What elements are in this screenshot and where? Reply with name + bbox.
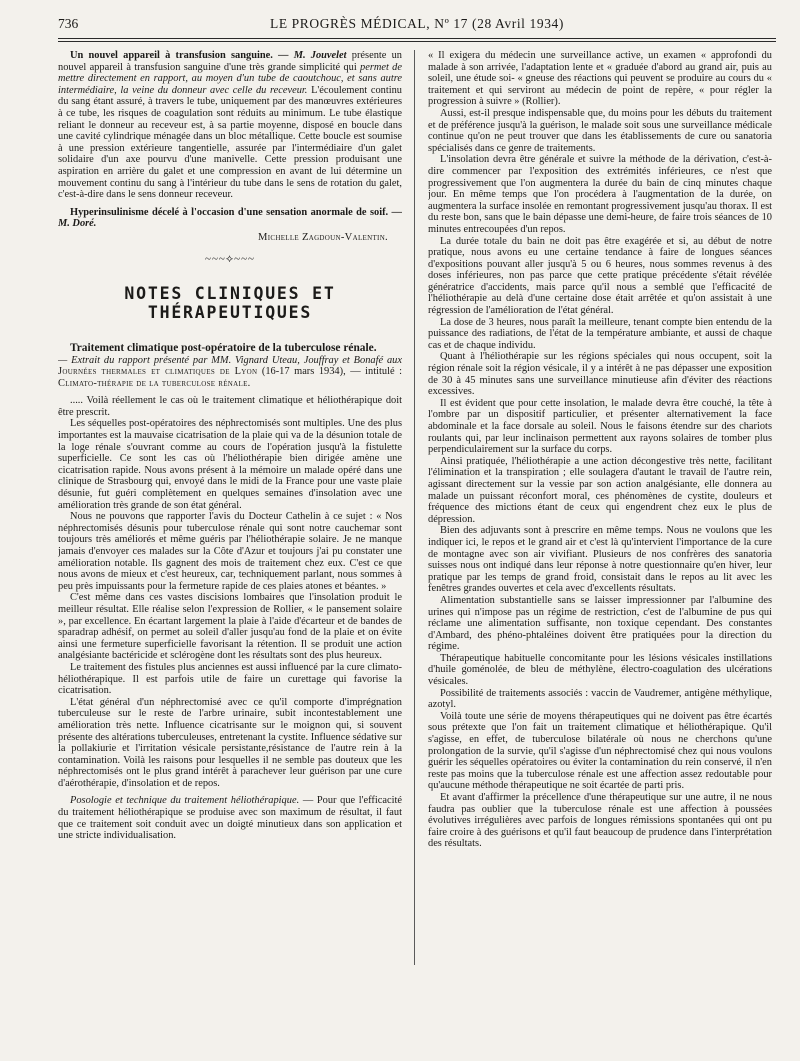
journal-page: [58, 14, 776, 1054]
item-transfusion-text-b: L'écoulement continu du sang étant assuré, à travers le tube, uniquement par des manœuvres extérieures à ce tube, les risques de coagulation sont réduits au minimum. Le tube élastique reliant le donneur au receveur est, à sa partie moyenne, disposé en boucle dans une cavité cylindrique ménagée dans un bloc métallique. Cette boucle est soumise à une pression extérieure tangentielle, assurée par l'intermédiaire d'un galet solidaire d'un axe pourvu d'une manivelle. Cette pression produisant une aspiration en arrière du galet et une compression en avant de lui détermine un mouvement continu du sang à l'intérieur du tube dans le sens de rotation du galet, c'est-à-dire dans le sens donneur receveur.: [58, 84, 402, 201]
body-paragraph: L'insolation devra être générale et suivre la méthode de la dérivation, c'est-à-dire commencer par l'exposition des extrémités inférieures, ce n'est que progressivement que l'on augmentera la durée du bain de cinq minutes chaque jour. En même temps que l'on procédera à l'augmentation de la durée, on augmentera la surface insolée en remontant progressivement jusqu'au thorax. Il est du reste bon, sans que le bain dépasse une demi-heure, de faire trois séances de 10 minutes entrecoupées d'un repos.: [428, 154, 772, 235]
item-transfusion: [58, 50, 402, 201]
body-paragraph: La durée totale du bain ne doit pas être exagérée et si, au début de notre pratique, nous avons eu une certaine tendance à faire de longues séances d'expositions pouvant aller jusqu'à 5 ou 6 heures, nous sommes revenus à des doses inférieures, non pas parce que cette pratique précédente s'était révélée génératrice d'accidents, mais parce qu'il nous a semblé que l'efficacité de l'héliothérapie au delà d'une certaine dose était arrêtée et qu'on assistait à une régression de l'amélioration de l'état général.: [428, 235, 772, 317]
body-paragraph: Ainsi pratiquée, l'héliothérapie a une action décongestive très nette, facilitant l'élimination et la transpiration ; elle soulagera d'autant le travail de l'autre rein, agissant directement sur la vessie par son action analgésiante, elle donnera au malade un puissant réconfort moral, ces phénomènes de cystite, douleurs et fréquence des mictions étant de ceux qui engendrent chez eux le plus de dépression.: [428, 455, 772, 525]
signature-text: Michelle Zagdoun-Valentin.: [258, 231, 388, 243]
header-rule: [58, 41, 776, 42]
body-paragraph: Et avant d'affirmer la précellence d'une thérapeutique sur une autre, il ne nous faudra pas oublier que la tuberculose rénale est une affection à poussées évolutives irrégulières avec parfois de longues rémissions spontanées qui ont pu faire croire à des guérisons et qu'il faut beaucoup de prudence dans l'interprétation des résultats.: [428, 792, 772, 850]
page-number: 736: [58, 16, 79, 31]
running-header: [58, 14, 776, 39]
body-paragraph: Le traitement des fistules plus anciennes est aussi influencé par la cure climato-héliothérapique. Il est parfois utile de faire un curettage qui favorise la cicatrisation.: [58, 661, 402, 697]
body-paragraph: Possibilité de traitements associés : vaccin de Vaudremer, antigène méthylique, azotyl.: [428, 687, 772, 711]
signature: [58, 232, 402, 243]
item-transfusion-title: Un nouvel appareil à transfusion sanguine.: [70, 50, 273, 61]
article-source-topic: Climato-thérapie de la tuberculose rénale.: [58, 377, 251, 389]
right-column: [428, 50, 772, 1050]
ornament-divider: ~~~⟡~~~: [205, 252, 255, 265]
article-source-italic: — Extrait du rapport présenté par MM. Vignard Uteau, Jouffray et Bonafé aux: [58, 354, 402, 366]
item-hyperinsulinisme-title: Hyperinsulinisme décelé à l'occasion d'une sensation anormale de soif.: [70, 206, 389, 218]
posologie-heading: Posologie et technique du traitement héliothérapique.: [70, 795, 300, 807]
article-source-date: (16-17 mars 1934), — intitulé :: [261, 366, 402, 378]
body-paragraph: Alimentation substantielle sans se laisser impressionner par l'albumine des urines qui n'impose pas un régime de restriction, c'est de l'albumine de pus qui réclame une alimentation suffisante, non toxique cependant. Des constantes d'Ambard, des phéno-phtaléines doivent être pratiquées pour la direction du régime.: [428, 594, 772, 653]
body-paragraph: Quant à l'héliothérapie sur les régions spéciales qui nous occupent, soit la région rénale soit la région vésicale, il y a intérêt à ne pas dépasser une exposition de 30 à 45 minutes sans une surveillance minutieuse afin d'éviter des réactions excessives.: [428, 351, 772, 398]
column-divider: [414, 50, 415, 965]
body-paragraph-posologie: [58, 795, 402, 841]
article-source-event: Journées thermales et climatiques de Lyon: [58, 366, 258, 378]
body-paragraph: Il est évident que pour cette insolation, le malade devra être couché, la tête à l'ombre par un dispositif particulier, et présenter alternativement la face abdominale et la face dorsale au soleil. Nous le faisons étendre sur des chariots roulants qui, par leur inclinaison permettent aux rayons solaires de tomber plus perpendiculairement sur la surface du corps.: [428, 397, 772, 456]
body-paragraph: Bien des adjuvants sont à prescrire en même temps. Nous ne voulons que les indiquer ici, le repos et le grand air et c'est là qu'intervient l'importance de la cure de montagne avec son air vivifiant. Plusieurs de nos confrères des sanatoria suisses nous ont indiqué dans leur réponse à notre questionnaire qu'en hiver, leur pratique par les temps de grand froid, consistait dans le repos au lit avec les fenêtres grandes ouvertes et cela avec d'excellents résultats.: [428, 525, 772, 595]
body-paragraph: Thérapeutique habituelle concomitante pour les lésions vésicales instillations d'huile goménolée, de bleu de méthylène, électro-coagulation des ulcérations vésicales.: [428, 652, 772, 688]
article-title: Traitement climatique post-opératoire de la tuberculose rénale.: [70, 341, 377, 354]
body-paragraph: C'est même dans ces vastes discisions lombaires que l'insolation produit le meilleur résultat. Elle réalise selon l'expression de Rollier, « le pansement solaire », par excellence. En écartant largement la plaie à l'aide d'écarteur et de bandes de sparadrap adhésif, on permet au soleil d'aller jusqu'au fond de la plaie et on évite ainsi une fermeture superficielle favorisant la rétention. Il se produit une action analgésiante bactéricide et sclérogène dont les résultats sont des plus heureux.: [58, 592, 402, 662]
section-title: NOTES CLINIQUES ET THÉRAPEUTIQUES: [124, 283, 336, 322]
item-hyperinsulinisme-author: — M. Doré.: [58, 206, 402, 230]
body-paragraph: Les séquelles post-opératoires des néphrectomisés sont multiples. Une des plus importantes est la mauvaise cicatrisation de la plaie qui va de la désunion totale de la loge rénale s'ouvrant comme au cours de l'opération jusqu'à la fistulette superficielle. Ce sont les cas où l'héliothérapie bien dirigée amène une cicatrisation rapide. Nous avons présent à la mémoire un malade opéré dans une clinique de Strasbourg qui, envoyé dans le midi de la France pour une vaste plaie désunie, fut guéri complètement en quelques semaines d'insolation avec une amélioration très grande de son état général.: [58, 418, 402, 511]
two-column-body: [58, 50, 776, 1050]
left-column: [58, 50, 402, 1050]
body-paragraph: « Il exigera du médecin une surveillance active, un examen « approfondi du malade à son arrivée, l'adaptation lente et « graduée d'abord au grand air, puis au soleil, une étude soi- « gneuse des réactions qui peuvent se produire au cours du « traitement et qui serviront au médecin de point de repère, « pour régler la progression à suivre » (Rollier).: [428, 50, 772, 108]
article-source: [58, 355, 402, 390]
body-paragraph: Voilà toute une série de moyens thérapeutiques qui ne doivent pas être écartés sous prétexte que l'on fait un traitement climatique et héliothérapique. Qu'il s'agisse, en effet, de tuberculose bilatérale où nous ne cherchons qu'une prolongation de la survie, qu'il s'agisse d'un néphrectomisé chez qui nous voulons guérir les séquelles opératoires ou éviter la contamination du rein conservé, il n'en reste pas moins que la tuberculose rénale est une affection assez redoutable pour qu'aucune méthode thérapeutique ne soit écartée de parti pris.: [428, 710, 772, 792]
body-paragraph: Nous ne pouvons que rapporter l'avis du Docteur Cathelin à ce sujet : « Nos néphrectomisés désunis pour tuberculose rénale qui sont notre cauchemar sont toujours très améliorés et même guéris par l'héliothérapie solaire. Je ne manque jamais d'envoyer ces malades sur la Côte d'Azur et toujours j'ai pu constater une amélioration notable. Ils gagnent des mois de traitement chez eux. C'est ce que nous avons de mieux et c'est heureux, car, techniquement parlant, nous sommes à peu près impuissants pour la fermeture rapide de ces plaies atones et béantes. »: [58, 511, 402, 592]
item-transfusion-text-italic: permet de mettre directement en rapport, au moyen d'un tube de caoutchouc, et sans autre intermédiaire, la veine du donneur avec celle du receveur.: [58, 61, 402, 96]
item-hyperinsulinisme: [58, 207, 402, 230]
body-paragraph: La dose de 3 heures, nous paraît la meilleure, tenant compte bien entendu de la puissance des radiations, de l'état de la température ambiante, et aussi de chaque cas et de chaque individu.: [428, 316, 772, 351]
item-transfusion-text-a: présente un nouvel appareil à transfusion sanguine d'une très grande simplicité qui: [58, 50, 402, 73]
body-paragraph: L'état général d'un néphrectomisé avec ce qu'il comporte d'imprégnation tuberculeuse sur le reste de l'arbre urinaire, subit incontestablement une amélioration très nette. Influence cicatrisante sur le moignon qui, si souvent présente des altérations tuberculeuses, entretenant la cystite. Influence sédative sur la pollakiurie et l'irritation vésicale persistante,résistance de l'autre rein à la contamination. Voilà les raisons pour lesquelles il ne semble pas douteux que les néphrectomisés ont le plus grand intérêt à parachever leur guérison par une cure d'aérothérapie, d'insolation et de repos.: [58, 696, 402, 789]
posologie-text: — Pour que l'efficacité du traitement héliothérapique se produise avec son maximum de résultat, il faut que ce traitement soit conduit avec un doigté minutieux dans son application et une stricte individualisation.: [58, 795, 402, 842]
body-paragraph: ..... Voilà réellement le cas où le traitement climatique et héliothérapique doit être prescrit.: [58, 395, 402, 418]
body-paragraph: Aussi, est-il presque indispensable que, du moins pour les débuts du traitement et de préférence jusqu'à la guérison, le malade soit sous une surveillance médicale continue qu'on ne peut trouver que dans les établissements de cure ou sanatoria spécialisés dans ce genre de traitements.: [428, 107, 772, 154]
item-transfusion-author: — M. Jouvelet: [278, 50, 347, 61]
journal-title: LE PROGRÈS MÉDICAL, Nº 17 (28 Avril 1934): [269, 16, 565, 31]
